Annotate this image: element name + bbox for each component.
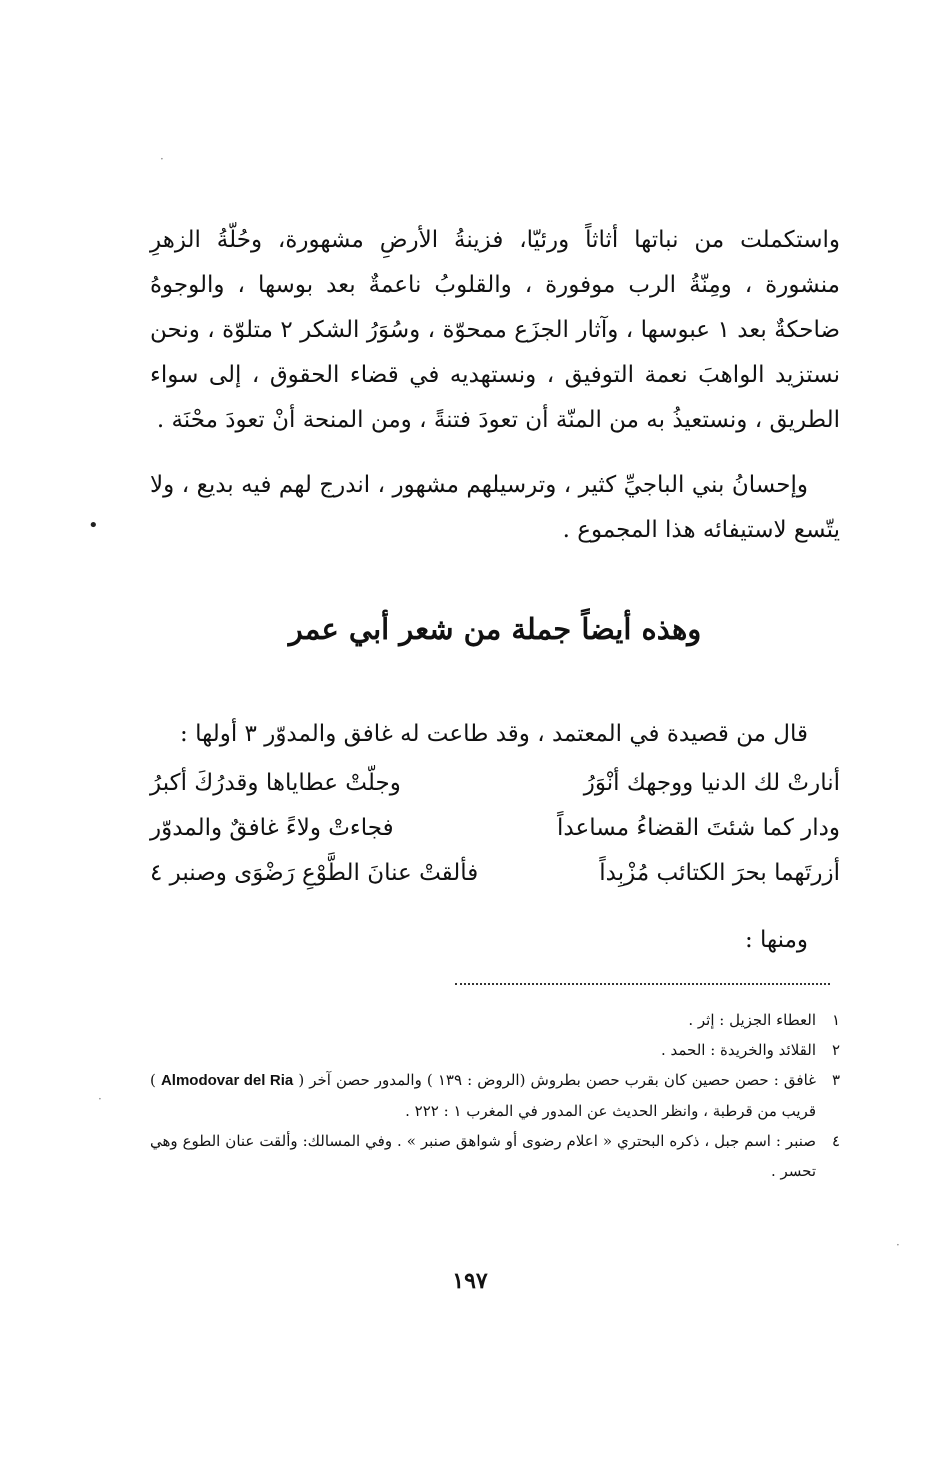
scan-speck: · — [98, 1092, 102, 1106]
footnote-2 — [150, 1035, 840, 1065]
footnote-number: ٣ — [831, 1071, 840, 1089]
scan-speck: · — [160, 152, 164, 166]
verse-second-hemistich: فألقتْ عنانَ الطَّوْعِ رَضْوَى وصنبر ٤ — [150, 860, 479, 886]
footnote-text: صنبر : اسم جبل ، ذكره البحتري « اعلام رضوى أو شواهق صنبر » . وفي المسالك: وألقت عنان الطوع وهي تحسر . — [150, 1132, 816, 1180]
poem-continuation — [150, 918, 840, 963]
poem-verse — [150, 808, 840, 848]
footnotes — [150, 1005, 840, 1186]
footnote-number: ٤ — [831, 1132, 840, 1150]
footnote-4 — [150, 1126, 840, 1186]
section-heading: وهذه أيضاً جملة من شعر أبي عمر — [288, 612, 702, 646]
footnote-1 — [150, 1005, 840, 1035]
poem-intro — [150, 712, 840, 757]
paragraph-1-text: واستكملت من نباتها أثاثاً ورئيّا، فزينةُ الأرضِ مشهورة، وحُلّةُ الزهرِ منشورة ، ومِنّةُ الرب موفورة ، والقلوبُ ناعمةٌ بعد بوسها ، والوجوهُ ضاحكةٌ بعد ١ عبوسها ، وآثار الجزَع ممحوّة ، وسُوَرُ الشكر ٢ متلوّة ، ونحن نستزيد الواهبَ نعمة التوفيق ، ونستهديه في قضاء الحقوق ، إلى سواء الطريق ، ونستعيذُ به من المنّة أن تعودَ فتنةً ، ومن المنحة أنْ تعودَ محْنَة . — [150, 227, 840, 433]
verse-second-hemistich: فجاءتْ ولاءً غافقٌ والمدوّر — [150, 815, 394, 841]
footnote-text — [150, 1065, 816, 1126]
verse-first-hemistich: أنارتْ لك الدنيا ووجهك أنْوَرُ — [583, 770, 840, 796]
verse-first-hemistich: ودار كما شئتَ القضاءُ مساعداً — [557, 815, 840, 841]
footnote-text-part: ) قريب من قرطبة ، وانظر الحديث عن المدور في المغرب ١ : ٢٢٢ . — [150, 1071, 816, 1120]
paragraph-2 — [150, 463, 840, 553]
poem-verse — [150, 853, 840, 893]
footnote-3 — [150, 1065, 840, 1126]
footnote-text: القلائد والخريدة : الحمد . — [660, 1041, 816, 1059]
footnote-separator — [455, 983, 830, 985]
footnote-number: ٢ — [831, 1041, 840, 1059]
latin-place-name: Almodovar del Ria — [160, 1072, 294, 1089]
scan-speck: · — [896, 1238, 900, 1252]
page-number: ١٩٧ — [452, 1268, 488, 1294]
poem-verse — [150, 763, 840, 803]
verse-second-hemistich: وجلّتْ عطاياها وقدرُكَ أكبرُ — [150, 770, 401, 796]
poem-intro-text: قال من قصيدة في المعتمد ، وقد طاعت له غافق والمدوّر ٣ أولها : — [180, 721, 808, 747]
paragraph-2-text: وإحسانُ بني الباجيِّ كثير ، وترسيلهم مشهور ، اندرج لهم فيه بديع ، ولا يتّسع لاستيفائه هذا المجموع . — [150, 472, 840, 543]
footnote-text: العطاء الجزيل : إثر . — [688, 1011, 816, 1029]
poem-continuation-text: ومنها : — [744, 927, 808, 953]
verse-first-hemistich: أزرتَهما بحرَ الكتائب مُزْبِداً — [599, 860, 840, 886]
paragraph-1 — [150, 218, 840, 443]
scan-speck: • — [88, 515, 99, 536]
footnote-number: ١ — [831, 1011, 840, 1029]
footnote-text-part: غافق : حصن حصين كان بقرب حصن بطروش (الروض : ١٣٩ ) والمدور حصن آخر ( — [298, 1071, 816, 1089]
